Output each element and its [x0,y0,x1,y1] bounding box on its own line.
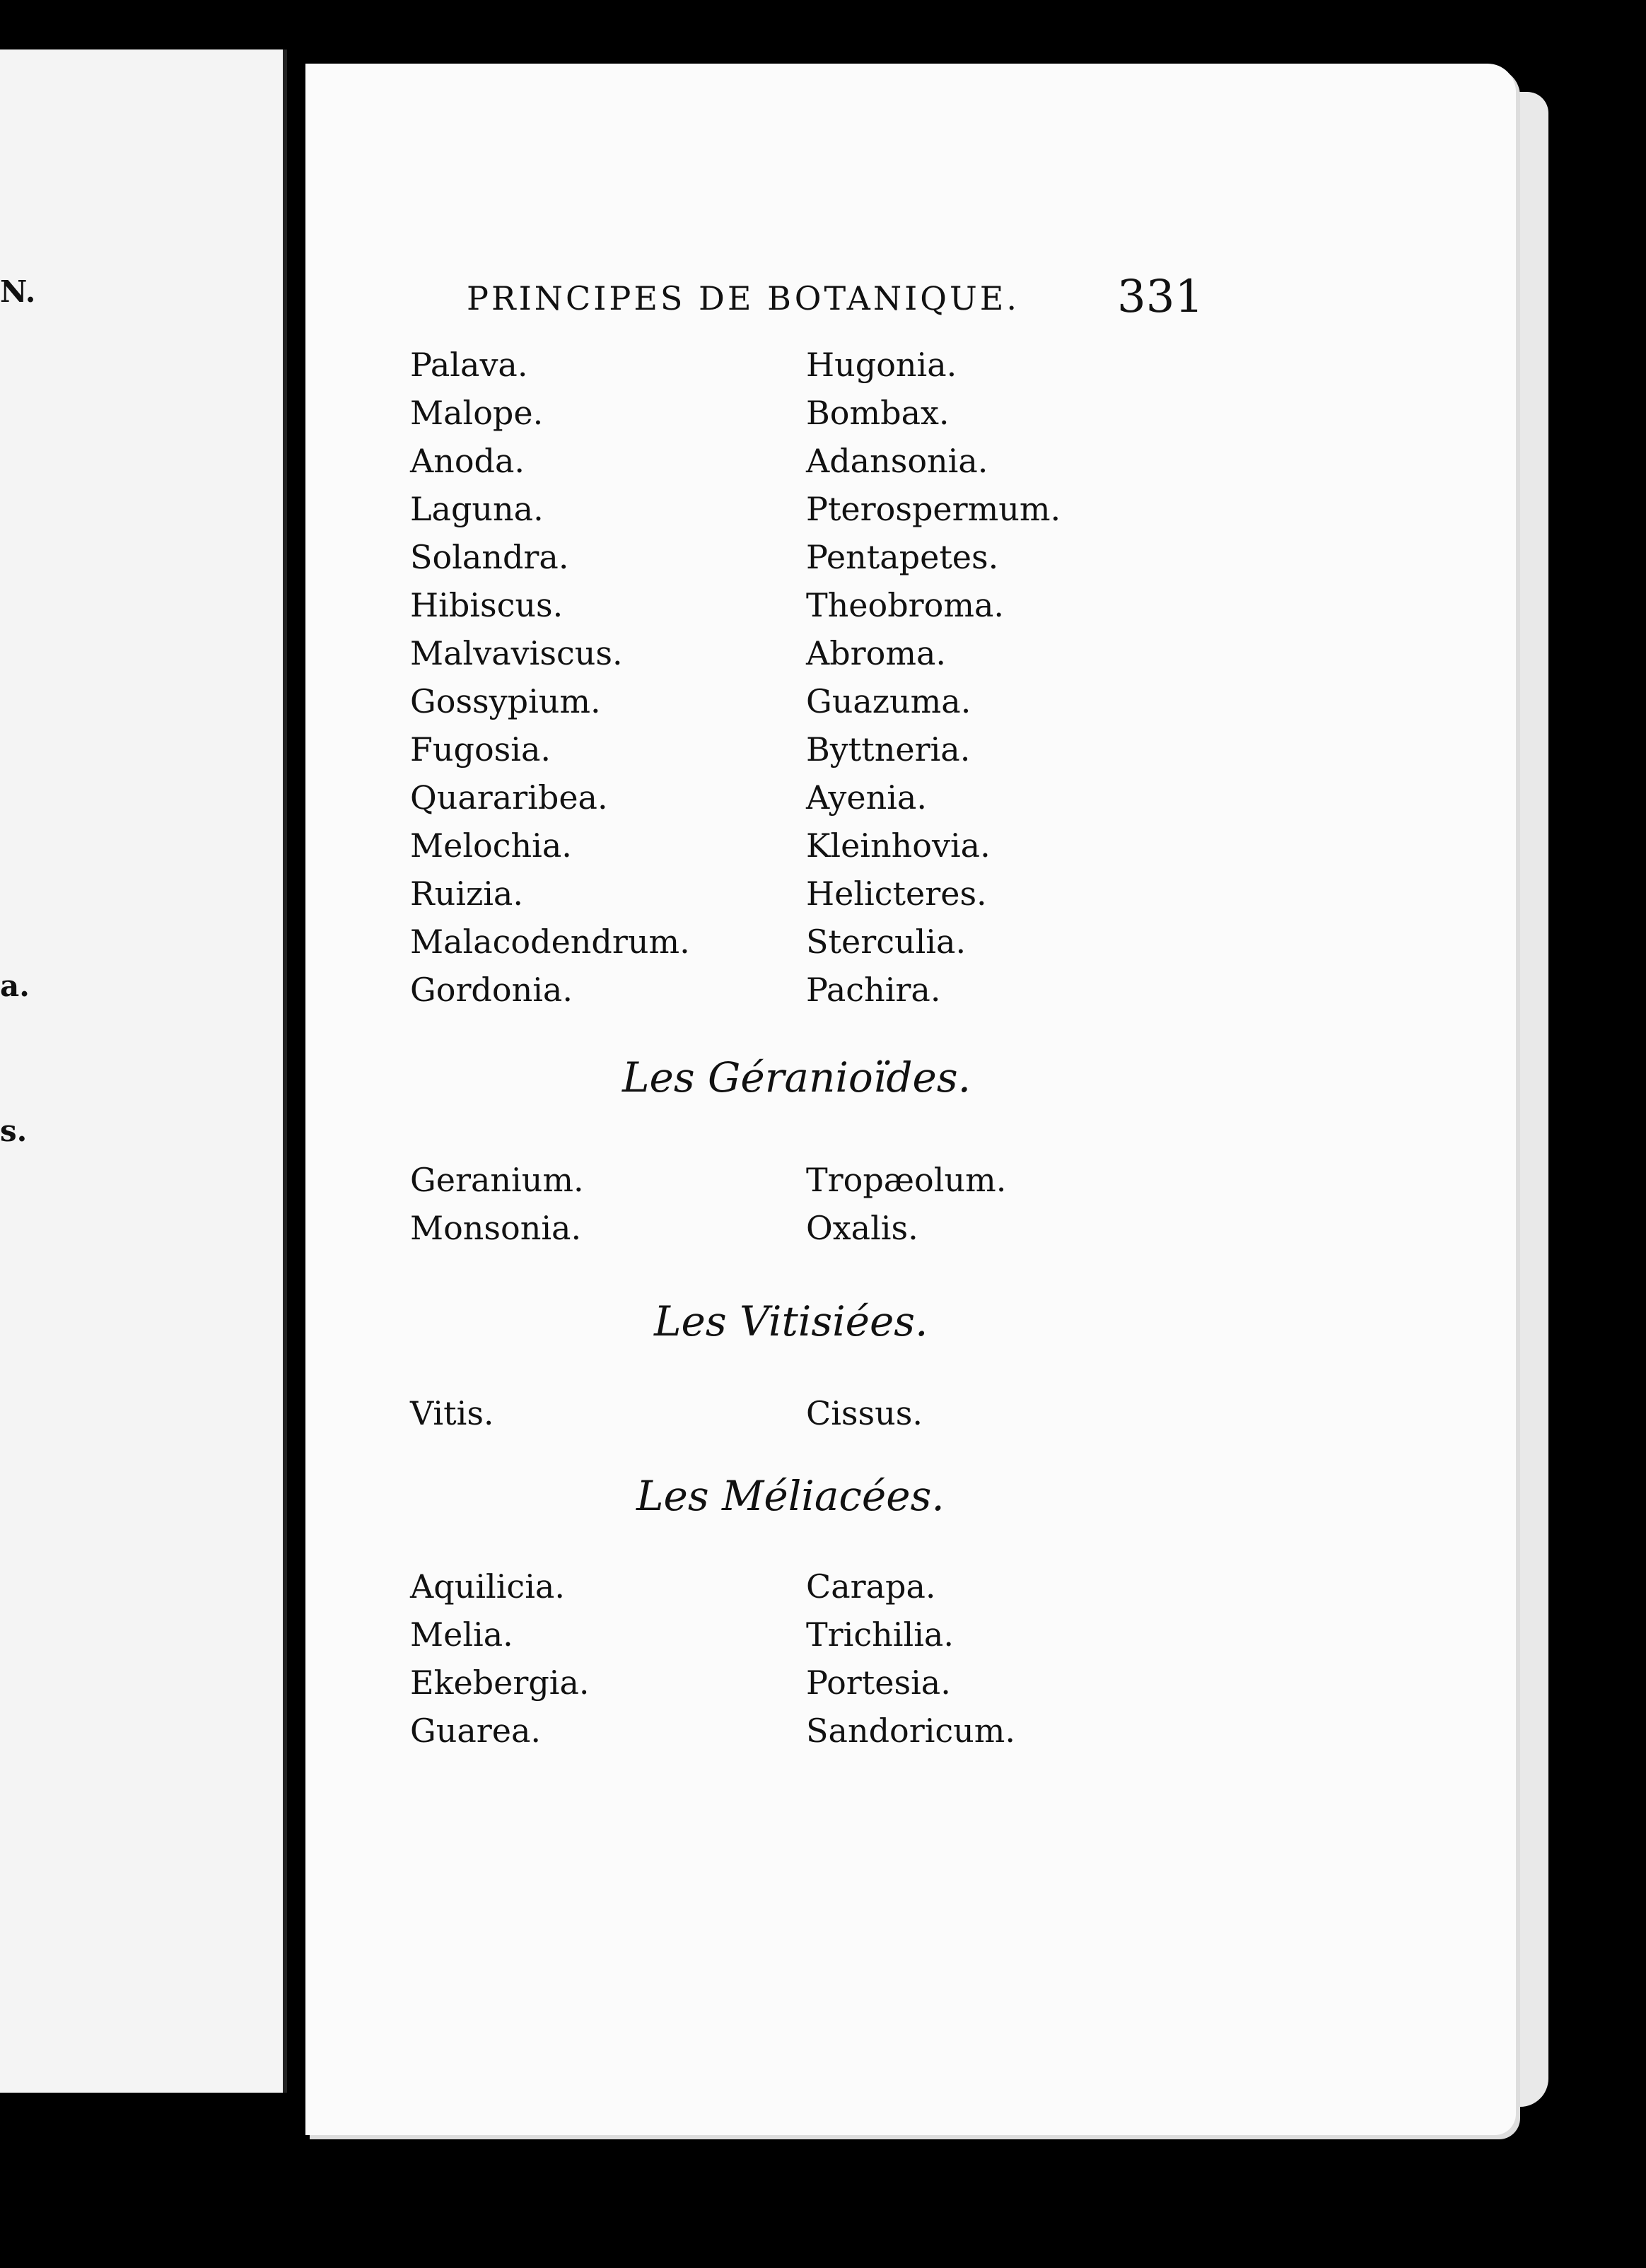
section-1-right-column [806,1156,1006,1252]
genus-entry: Hugonia. [806,346,957,384]
genus-entry: Cissus. [806,1394,923,1432]
genus-entry: Monsonia. [410,1209,582,1247]
genus-entry: Sandoricum. [806,1712,1016,1750]
section-3-right-column [806,1562,1015,1755]
genus-entry: Theobroma. [806,586,1005,624]
genus-entry: Adansonia. [806,442,988,480]
genus-entry: Oxalis. [806,1209,918,1247]
genus-entry: Geranium. [410,1161,584,1199]
left-page [0,49,287,2093]
genus-entry: Tropæolum. [806,1161,1007,1199]
running-head-title: PRINCIPES DE BOTANIQUE. [467,279,1020,317]
genus-entry: Melochia. [410,826,572,865]
genus-entry: Malope. [410,394,544,432]
genus-entry: Ekebergia. [410,1664,590,1702]
left-page-fragment: N. [0,274,36,309]
genus-entry: Hibiscus. [410,586,564,624]
left-page-fragment: s. [0,1113,28,1148]
genus-entry: Byttneria. [806,730,971,768]
section-0-left-column [410,341,690,1014]
left-page-fragment: a. [0,969,30,1003]
section-2-right-column [806,1389,923,1437]
running-head [467,271,1216,323]
genus-entry: Trichilia. [806,1615,954,1654]
genus-entry: Solandra. [410,538,569,576]
genus-entry: Fugosia. [410,730,551,768]
genus-entry: Vitis. [410,1394,494,1432]
genus-entry: Abroma. [806,634,947,672]
genus-entry: Gordonia. [410,971,573,1009]
section-2-left-column [410,1389,494,1437]
genus-entry: Gossypium. [410,682,601,720]
genus-entry: Pterospermum. [806,490,1061,528]
genus-entry: Portesia. [806,1664,951,1702]
section-title-meliacees: Les Méliacées. [636,1472,945,1520]
genus-entry: Ruizia. [410,875,523,913]
genus-entry: Pentapetes. [806,538,999,576]
genus-entry: Palava. [410,346,528,384]
genus-entry: Carapa. [806,1567,936,1606]
genus-entry: Ayenia. [806,778,927,817]
genus-entry: Guazuma. [806,682,971,720]
genus-entry: Aquilicia. [410,1567,565,1606]
genus-entry: Guarea. [410,1712,542,1750]
genus-entry: Anoda. [410,442,525,480]
genus-entry: Quararibea. [410,778,608,817]
section-3-left-column [410,1562,590,1755]
genus-entry: Melia. [410,1615,513,1654]
genus-entry: Sterculia. [806,923,967,961]
genus-entry: Laguna. [410,490,544,528]
section-title-vitisiees: Les Vitisiées. [654,1297,928,1345]
genus-entry: Malvaviscus. [410,634,623,672]
section-1-left-column [410,1156,584,1252]
genus-entry: Kleinhovia. [806,826,991,865]
genus-entry: Pachira. [806,971,941,1009]
genus-entry: Bombax. [806,394,950,432]
section-0-right-column [806,341,1061,1014]
page-number: 331 [1117,271,1204,323]
genus-entry: Helicteres. [806,875,987,913]
genus-entry: Malacodendrum. [410,923,690,961]
section-title-geranioides: Les Géranioïdes. [622,1053,971,1101]
